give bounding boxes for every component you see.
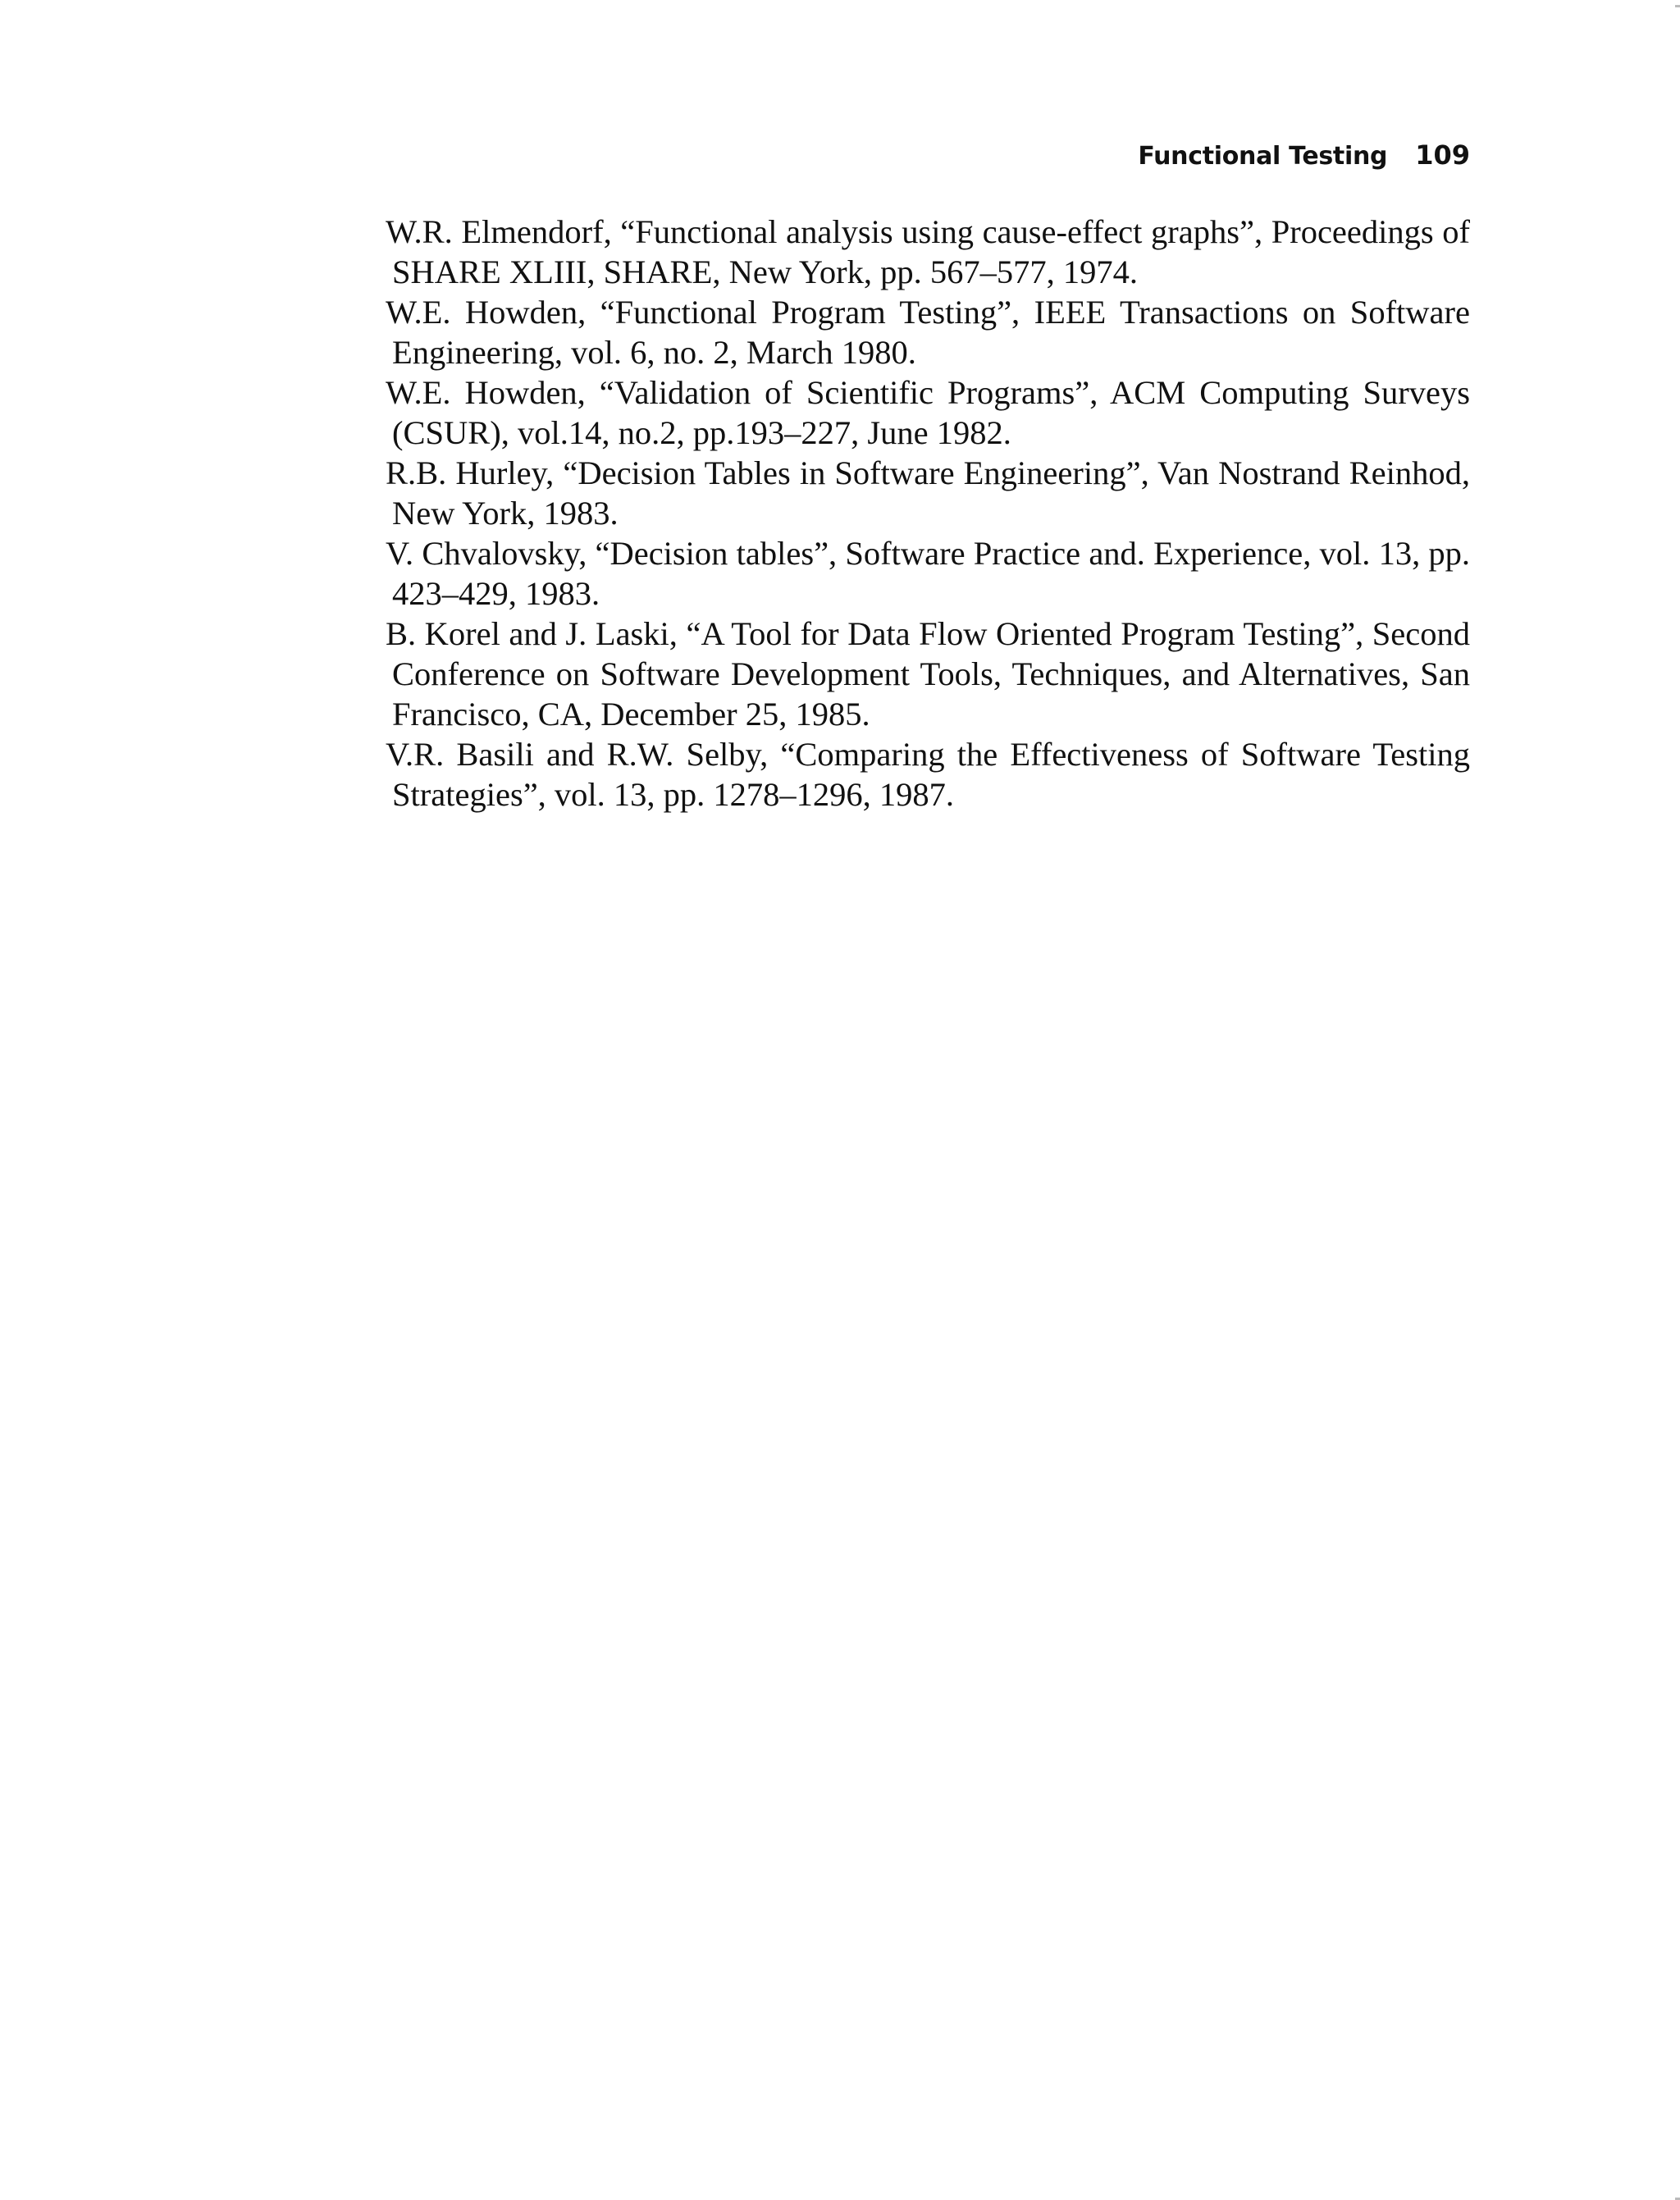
running-head [1138,139,1470,171]
reference-list [386,212,1470,815]
page-number: 109 [1415,139,1470,171]
reference-item: W.R. Elmendorf, “Functional analysis using cause-effect graphs”, Proceedings of SHARE XLIII, SHARE, New York, pp. 567–577, 1974. [386,213,1470,290]
running-head-title: Functional Testing [1138,142,1388,171]
reference-item: W.E. Howden, “Functional Program Testing”, IEEE Transactions on Software Engineering, vol. 6, no. 2, March 1980. [386,294,1470,371]
reference-item: B. Korel and J. Laski, “A Tool for Data Flow Oriented Program Testing”, Second Conference on Software Development Tools, Techniques, and Alternatives, San Francisco, CA, December 25, 1985. [386,615,1470,733]
reference-item: V.R. Basili and R.W. Selby, “Comparing the Effectiveness of Software Testing Strategies”, vol. 13, pp. 1278–1296, 1987. [386,736,1470,813]
reference-item: W.E. Howden, “Validation of Scientific Programs”, ACM Computing Surveys (CSUR), vol.14, no.2, pp.193–227, June 1982. [386,374,1470,451]
reference-item: V. Chvalovsky, “Decision tables”, Software Practice and. Experience, vol. 13, pp. 423–429, 1983. [386,535,1470,612]
reference-item: R.B. Hurley, “Decision Tables in Software Engineering”, Van Nostrand Reinhod, New York, 1983. [386,454,1470,532]
crop-mark-top-right [1675,5,1680,7]
